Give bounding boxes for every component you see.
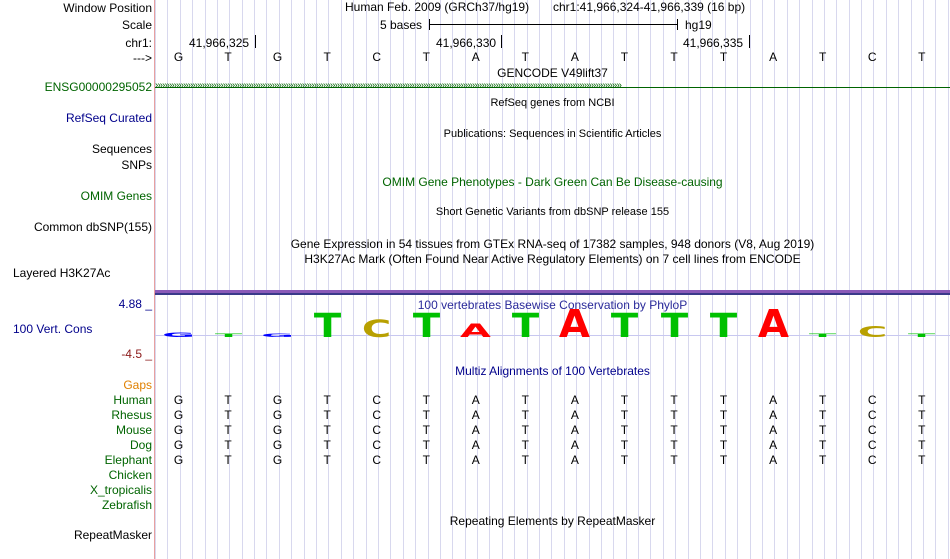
- reference-base: A: [471, 50, 480, 64]
- species-label: Human: [113, 393, 152, 407]
- alignment-base: G: [173, 408, 184, 422]
- publications-title: Publications: Sequences in Scientific Articles: [443, 128, 662, 140]
- alignment-base: T: [224, 408, 232, 422]
- alignment-base: C: [867, 453, 877, 467]
- cons-max-label: 4.88 _: [118, 297, 152, 311]
- gene-id-label[interactable]: ENSG00000295052: [44, 80, 152, 94]
- alignment-base: A: [769, 438, 778, 452]
- reference-base: T: [918, 50, 926, 64]
- alignment-base: T: [521, 453, 530, 467]
- omim-genes-label[interactable]: OMIM Genes: [80, 189, 152, 203]
- alignment-base: T: [918, 438, 926, 452]
- alignment-base: T: [719, 453, 728, 467]
- alignment-base: T: [323, 453, 331, 467]
- conservation-letter: G: [261, 332, 294, 339]
- alignment-base: T: [670, 453, 678, 467]
- alignment-base: A: [471, 423, 480, 437]
- alignment-base: T: [521, 438, 530, 452]
- reference-base: T: [521, 50, 530, 64]
- reference-base: T: [719, 50, 728, 64]
- h3k27ac-signal-edge: [155, 293, 950, 295]
- alignment-base: T: [620, 453, 629, 467]
- alignment-base: T: [422, 438, 430, 452]
- snps-label[interactable]: SNPs: [121, 158, 152, 172]
- alignment-base: C: [867, 408, 877, 422]
- ruler-tick-1: [255, 35, 256, 48]
- alignment-base: T: [670, 438, 678, 452]
- alignment-base: T: [620, 393, 629, 407]
- conservation-letter: T: [908, 333, 936, 338]
- alignment-base: T: [422, 423, 430, 437]
- reference-base: G: [272, 50, 283, 64]
- scale-db: hg19: [685, 18, 712, 32]
- alignment-base: T: [719, 423, 728, 437]
- layered-h3k27ac-label[interactable]: Layered H3K27Ac: [13, 266, 111, 280]
- h3k27ac-title: H3K27Ac Mark (Often Found Near Active Regulatory Elements) on 7 cell lines from ENCODE: [304, 252, 801, 266]
- alignment-base: T: [323, 438, 331, 452]
- refseq-title: RefSeq genes from NCBI: [490, 97, 615, 109]
- alignment-base: T: [818, 408, 827, 422]
- species-label: Zebrafish: [101, 498, 152, 512]
- ruler-tick-label-3: 41,966,335: [683, 36, 744, 50]
- conservation-letter: T: [709, 305, 738, 346]
- window-position-value: chr1:41,966,324-41,966,339 (16 bp): [553, 0, 746, 14]
- reference-base: A: [570, 50, 579, 64]
- conservation-letter: T: [808, 332, 837, 339]
- alignment-base: T: [521, 423, 530, 437]
- scale-text: 5 bases: [380, 18, 423, 32]
- vert-cons-label[interactable]: 100 Vert. Cons: [13, 322, 93, 336]
- alignment-base: T: [620, 408, 629, 422]
- alignment-base: T: [670, 393, 678, 407]
- alignment-base: T: [422, 453, 430, 467]
- reference-base: T: [422, 50, 430, 64]
- track-labels-column: [0, 0, 154, 559]
- alignment-base: T: [323, 393, 331, 407]
- alignment-base: T: [224, 453, 232, 467]
- alignment-base: G: [173, 423, 184, 437]
- alignment-base: G: [272, 453, 283, 467]
- alignment-base: A: [471, 408, 480, 422]
- reference-base: G: [173, 50, 184, 64]
- ruler-tick-label-1: 41,966,325: [189, 36, 250, 50]
- alignment-base: T: [719, 393, 728, 407]
- alignment-base: C: [372, 438, 382, 452]
- sequences-label[interactable]: Sequences: [91, 142, 152, 156]
- alignment-base: T: [719, 438, 728, 452]
- alignment-base: T: [918, 453, 926, 467]
- alignment-base: T: [818, 453, 827, 467]
- alignment-base: T: [918, 423, 926, 437]
- gene-feature[interactable]: [155, 82, 950, 94]
- phylop-title: 100 vertebrates Basewise Conservation by PhyloP: [417, 298, 688, 312]
- track-area[interactable]: [155, 0, 950, 559]
- alignment-base: T: [918, 408, 926, 422]
- alignment-base: A: [471, 393, 480, 407]
- alignment-base: G: [173, 453, 184, 467]
- species-label: Chicken: [108, 468, 152, 482]
- conservation-letter: A: [460, 319, 492, 342]
- chromosome-label: chr1:: [125, 36, 152, 50]
- alignment-base: T: [224, 423, 232, 437]
- alignment-base: C: [867, 423, 877, 437]
- alignment-base: G: [173, 393, 184, 407]
- ruler-tick-label-2: 41,966,330: [436, 36, 497, 50]
- alignment-base: A: [769, 423, 778, 437]
- conservation-letter: C: [362, 314, 392, 343]
- scale-bar: [429, 24, 678, 25]
- alignment-base: T: [521, 408, 530, 422]
- assembly-title: Human Feb. 2009 (GRCh37/hg19): [345, 0, 530, 14]
- repeatmasker-title: Repeating Elements by RepeatMasker: [449, 514, 656, 528]
- alignment-base: A: [471, 453, 480, 467]
- alignment-base: A: [570, 393, 579, 407]
- alignment-base: C: [372, 408, 382, 422]
- reference-base: C: [372, 50, 382, 64]
- alignment-base: A: [570, 408, 579, 422]
- species-label: Rhesus: [111, 408, 152, 422]
- omim-title: OMIM Gene Phenotypes - Dark Green Can Be Disease-causing: [382, 175, 723, 189]
- ruler-tick-3: [749, 35, 750, 48]
- alignment-base: A: [769, 408, 778, 422]
- repeatmasker-label[interactable]: RepeatMasker: [73, 528, 152, 542]
- conservation-letter: T: [313, 305, 341, 346]
- alignment-base: T: [818, 438, 827, 452]
- alignment-base: C: [372, 423, 382, 437]
- alignment-base: T: [422, 393, 430, 407]
- alignment-base: C: [372, 393, 382, 407]
- species-label: X_tropicalis: [89, 483, 152, 497]
- alignment-base: T: [620, 423, 629, 437]
- reference-base: T: [224, 50, 232, 64]
- conservation-letter: A: [757, 300, 789, 347]
- alignment-base: A: [769, 393, 778, 407]
- alignment-base: T: [323, 423, 331, 437]
- conservation-letter: T: [511, 305, 539, 346]
- alignment-base: G: [272, 438, 283, 452]
- alignment-base: T: [224, 438, 232, 452]
- refseq-curated-label[interactable]: RefSeq Curated: [65, 111, 152, 125]
- conservation-letter: C: [857, 322, 887, 341]
- alignment-base: A: [570, 453, 579, 467]
- alignment-base: T: [670, 423, 678, 437]
- alignment-base: T: [620, 438, 629, 452]
- gtex-title: Gene Expression in 54 tissues from GTEx RNA-seq of 17382 samples, 948 donors (V8, Aug 2019): [290, 237, 815, 251]
- multiz-title: Multiz Alignments of 100 Vertebrates: [455, 364, 650, 378]
- reference-base: T: [670, 50, 678, 64]
- scale-label: Scale: [121, 18, 152, 32]
- alignment-base: A: [570, 423, 579, 437]
- gene-strand-arrows: ››››››››››››››››››››››››››››››››››››››››››››››››››››››››››››››››››››››››››››››››››››››››››››››››››››››››››››››››››››››››››››››››››››››››››››››››››››››››››››››››››››››››››››››››››››››››››››››››››››››››: [155, 82, 622, 91]
- reference-base: T: [818, 50, 827, 64]
- alignment-base: G: [272, 393, 283, 407]
- alignment-base: T: [422, 408, 430, 422]
- species-label: Mouse: [115, 423, 152, 437]
- alignment-base: T: [323, 408, 331, 422]
- conservation-letter: G: [162, 330, 195, 339]
- alignment-base: T: [521, 393, 530, 407]
- alignment-base: G: [173, 438, 184, 452]
- scale-bar-right-tick: [677, 19, 678, 30]
- reference-base: C: [867, 50, 877, 64]
- conservation-letter: T: [412, 305, 440, 346]
- conservation-letter: T: [660, 305, 688, 346]
- alignment-base: T: [719, 408, 728, 422]
- alignment-base: T: [224, 393, 232, 407]
- window-position-label: Window Position: [63, 1, 152, 15]
- gaps-label: Gaps: [123, 378, 152, 392]
- alignment-base: T: [818, 393, 827, 407]
- alignment-base: T: [670, 408, 678, 422]
- conservation-letter: T: [610, 305, 639, 346]
- cons-min-label: -4.5 _: [121, 347, 152, 361]
- dbsnp-title: Short Genetic Variants from dbSNP release 155: [435, 206, 670, 218]
- alignment-base: C: [867, 438, 877, 452]
- alignment-base: C: [372, 453, 382, 467]
- alignment-base: T: [918, 393, 926, 407]
- alignment-base: G: [272, 423, 283, 437]
- conservation-letter: A: [559, 300, 591, 347]
- reference-base: T: [323, 50, 331, 64]
- species-label: Elephant: [104, 453, 152, 467]
- gencode-title: GENCODE V49lift37: [497, 66, 608, 80]
- ruler-tick-2: [501, 35, 502, 48]
- reference-base: A: [769, 50, 778, 64]
- strand-arrow-label: --->: [133, 51, 152, 65]
- alignment-base: A: [570, 438, 579, 452]
- alignment-base: C: [867, 393, 877, 407]
- species-label: Dog: [129, 438, 152, 452]
- alignment-base: A: [769, 453, 778, 467]
- conservation-letter: T: [214, 333, 242, 338]
- reference-base: T: [620, 50, 629, 64]
- alignment-base: G: [272, 408, 283, 422]
- alignment-base: A: [471, 438, 480, 452]
- common-dbsnp-label[interactable]: Common dbSNP(155): [33, 220, 152, 234]
- alignment-base: T: [818, 423, 827, 437]
- scale-bar-left-tick: [429, 19, 430, 30]
